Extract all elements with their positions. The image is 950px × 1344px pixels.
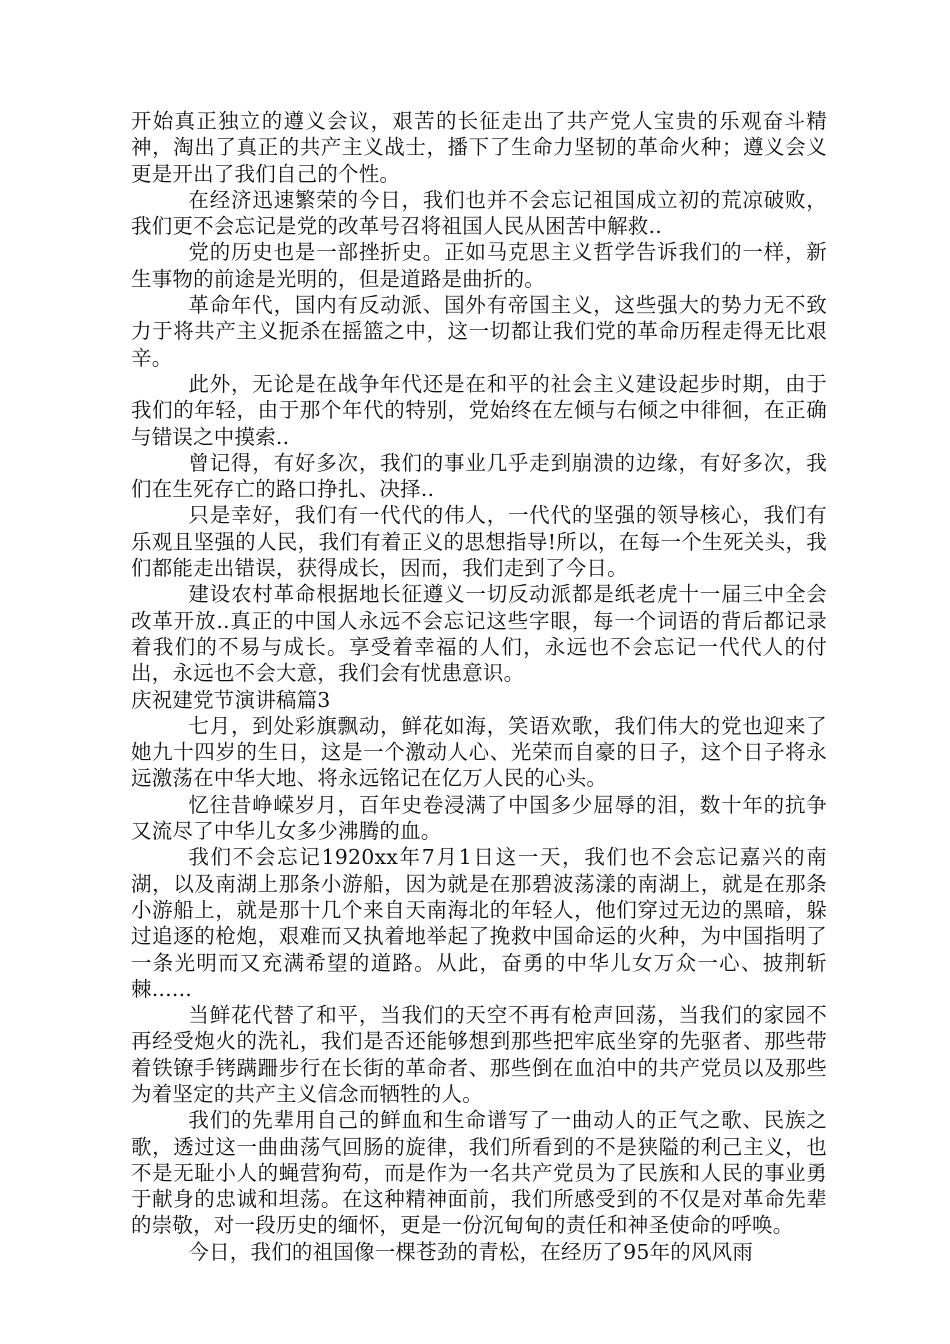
document-body	[131, 108, 827, 1265]
paragraph: 此外，无论是在战争年代还是在和平的社会主义建设起步时期，由于我们的年轻，由于那个年代的特别，党始终在左倾与右倾之中徘徊，在正确与错误之中摸索..	[131, 371, 827, 449]
section-heading: 庆祝建党节演讲稿篇3	[131, 687, 331, 712]
paragraph: 忆往昔峥嵘岁月，百年史卷浸满了中国多少屈辱的泪，数十年的抗争又流尽了中华儿女多少沸腾的血。	[131, 792, 827, 844]
paragraph: 当鲜花代替了和平，当我们的天空不再有枪声回荡，当我们的家园不再经受炮火的洗礼，我们是否还能够想到那些把牢底坐穿的先驱者、那些带着铁镣手铐蹒跚步行在长街的革命者、那些倒在血泊中的共产党员以及那些为着坚定的共产主义信念而牺牲的人。	[131, 1003, 827, 1106]
paragraph: 我们不会忘记1920xx年7月1日这一天，我们也不会忘记嘉兴的南湖，以及南湖上那条小游船，因为就是在那碧波荡漾的南湖上，就是在那条小游船上，就是那十几个来自天南海北的年轻人，他们穿过无边的黑暗，躲过追逐的枪炮，艰难而又执着地举起了挽救中国命运的火种，为中国指明了一条光明而又充满希望的道路。从此，奋勇的中华儿女万众一心、披荆斩棘......	[131, 845, 827, 1001]
paragraph: 在经济迅速繁荣的今日，我们也并不会忘记祖国成立初的荒凉破败，我们更不会忘记是党的改革号召将祖国人民从困苦中解救..	[131, 187, 827, 239]
paragraph: 只是幸好，我们有一代代的伟人，一代代的坚强的领导核心，我们有乐观且坚强的人民，我们有着正义的思想指导!所以，在每一个生死关头，我们都能走出错误，获得成长，因而，我们走到了今日。	[131, 503, 827, 581]
paragraph: 曾记得，有好多次，我们的事业几乎走到崩溃的边缘，有好多次，我们在生死存亡的路口挣扎、决择..	[131, 450, 827, 502]
paragraph: 开始真正独立的遵义会议，艰苦的长征走出了共产党人宝贵的乐观奋斗精神，淘出了真正的共产主义战士，播下了生命力坚韧的革命火种；遵义会义更是开出了我们自己的个性。	[131, 109, 827, 186]
paragraph: 革命年代，国内有反动派、国外有帝国主义，这些强大的势力无不致力于将共产主义扼杀在摇篮之中，这一切都让我们党的革命历程走得无比艰辛。	[131, 293, 827, 370]
paragraph: 建设农村革命根据地长征遵义一切反动派都是纸老虎十一届三中全会改革开放..真正的中国人永远不会忘记这些字眼，每一个词语的背后都记录着我们的不易与成长。享受着幸福的人们，永远也不会忘记一代代人的付出，永远也不会大意，我们会有忧患意识。	[131, 582, 827, 686]
paragraph: 七月，到处彩旗飘动，鲜花如海，笑语欢歌，我们伟大的党也迎来了她九十四岁的生日，这是一个激动人心、光荣而自豪的日子，这个日子将永远激荡在中华大地、将永远铭记在亿万人民的心头。	[131, 713, 827, 791]
paragraph: 今日，我们的祖国像一棵苍劲的青松，在经历了95年的风风雨	[188, 1239, 754, 1264]
paragraph: 我们的先辈用自己的鲜血和生命谱写了一曲动人的正气之歌、民族之歌，透过这一曲曲荡气回肠的旋律，我们所看到的不是狭隘的利己主义，也不是无耻小人的蝇营狗苟，而是作为一名共产党员为了民族和人民的事业勇于献身的忠诚和坦荡。在这种精神面前，我们所感受到的不仅是对革命先辈的崇敬，对一段历史的缅怀，更是一份沉甸甸的责任和神圣使命的呼唤。	[131, 1108, 827, 1238]
paragraph: 党的历史也是一部挫折史。正如马克思主义哲学告诉我们的一样，新生事物的前途是光明的，但是道路是曲折的。	[131, 240, 827, 291]
